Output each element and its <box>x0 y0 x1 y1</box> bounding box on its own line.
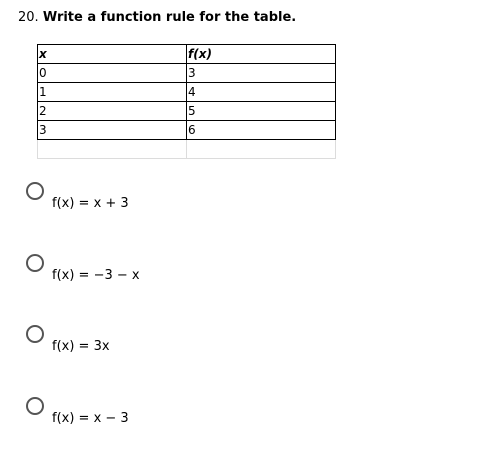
table-row <box>38 83 336 102</box>
radio-button-4[interactable] <box>26 397 44 415</box>
table-cell-x: 1 <box>38 83 187 102</box>
table-cell-x: 0 <box>38 64 187 83</box>
function-table <box>37 44 336 159</box>
answer-option-label: f(x) = −3 − x <box>52 268 140 283</box>
table-empty-row <box>38 140 336 159</box>
table-cell-empty <box>187 140 336 159</box>
answer-option-3[interactable] <box>26 325 326 355</box>
table-row <box>38 102 336 121</box>
radio-button-1[interactable] <box>26 182 44 200</box>
radio-button-3[interactable] <box>26 325 44 343</box>
answer-option-1[interactable] <box>26 182 326 212</box>
table-header-fx: f(x) <box>187 45 336 64</box>
table-row <box>38 121 336 140</box>
question-text <box>18 10 296 26</box>
table-cell-fx: 4 <box>187 83 336 102</box>
radio-button-2[interactable] <box>26 254 44 272</box>
table-cell-fx: 6 <box>187 121 336 140</box>
answer-option-2[interactable] <box>26 254 326 284</box>
answer-option-label: f(x) = x − 3 <box>52 411 129 426</box>
answer-option-label: f(x) = 3x <box>52 339 110 354</box>
table-cell-empty <box>38 140 187 159</box>
answer-option-label: f(x) = x + 3 <box>52 196 129 211</box>
table-row <box>38 64 336 83</box>
question-number: 20. <box>18 10 39 25</box>
table-cell-x: 2 <box>38 102 187 121</box>
table-cell-fx: 3 <box>187 64 336 83</box>
table-header-x: x <box>38 45 187 64</box>
question-prompt: Write a function rule for the table. <box>42 10 297 25</box>
table-cell-x: 3 <box>38 121 187 140</box>
table-header-row <box>38 45 336 64</box>
answer-option-4[interactable] <box>26 397 326 427</box>
table-cell-fx: 5 <box>187 102 336 121</box>
